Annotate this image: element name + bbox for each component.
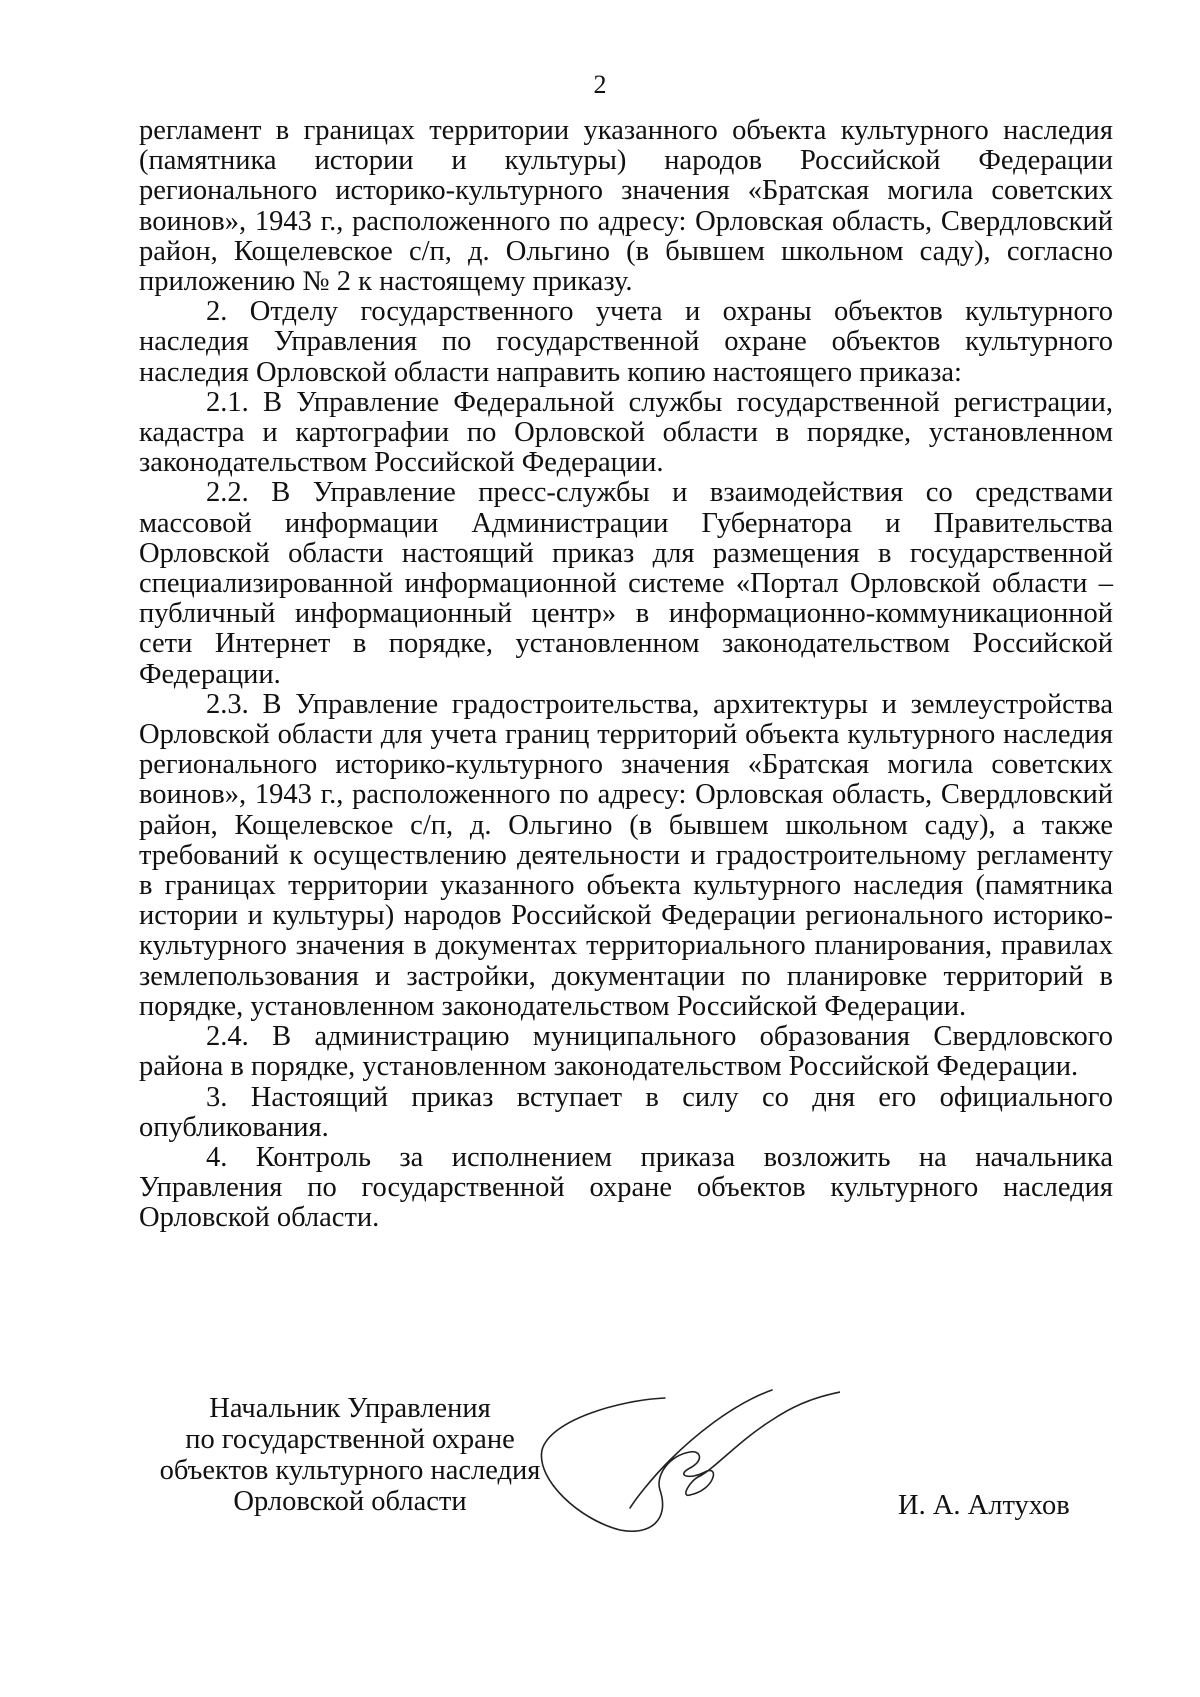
signatory-title-line: Начальник Управления [209,1393,491,1424]
paragraph-item-2-4: 2.4. В администрацию муниципального образования Свердловского района в порядке, установленном законодательством Российской Федерации. [139,1021,1113,1083]
signatory-title-line: объектов культурного наследия [159,1455,541,1486]
page-number: 2 [593,70,607,99]
signatory-title-line: по государственной охране [185,1424,515,1455]
paragraph-item-2-1: 2.1. В Управление Федеральной службы государственной регистрации, кадастра и картографии по Орловской области в порядке, установленном законодательством Российской Федерации. [139,386,1113,479]
signatory-title [140,1393,560,1517]
document-body [139,116,1113,1234]
paragraph-item-2-2: 2.2. В Управление пресс-службы и взаимодействия со средствами массовой информации Администрации Губернатора и Правительства Орловской области настоящий приказ для размещения в государственной специализированной информационной системе «Портал Орловской области – публичный информационный центр» в информационно-коммуникационной сети Интернет в порядке, установленном законодательством Российской Федерации. [139,477,1113,690]
paragraph-item-4: 4. Контроль за исполнением приказа возложить на начальника Управления по государственной охране объектов культурного наследия Орловской области. [139,1141,1113,1234]
paragraph-continuation: регламент в границах территории указанного объекта культурного наследия (памятника истории и культуры) народов Российской Федерации регионального историко-культурного значения «Братская могила советских воинов», 1943 г., расположенного по адресу: Орловская область, Свердловский район, Кощелевское с/п, д. Ольгино (в бывшем школьном саду), согласно приложению № 2 к настоящему приказу. [139,115,1113,298]
paragraph-item-2-3: 2.3. В Управление градостроительства, архитектуры и землеустройства Орловской области для учета границ территорий объекта культурного наследия регионального историко-культурного значения «Братская могила советских воинов», 1943 г., расположенного по адресу: Орловская область, Свердловский район, Кощелевское с/п, д. Ольгино (в бывшем школьном саду), а также требований к осуществлению деятельности и градостроительному регламенту в границах территории указанного объекта культурного наследия (памятника истории и культуры) народов Российской Федерации регионального историко-культурного значения в документах территориального планирования, правилах землепользования и застройки, документации по планировке территорий в порядке, установленном законодательством Российской Федерации. [139,688,1113,1022]
signatory-name: И. А. Алтухов [898,1490,1070,1521]
paragraph-item-2: 2. Отделу государственного учета и охраны объектов культурного наследия Управления по государственной охране объектов культурного наследия Орловской области направить копию настоящего приказа: [139,296,1113,388]
paragraph-item-3: 3. Настоящий приказ вступает в силу со дня его официального опубликования. [139,1081,1113,1143]
signatory-title-line: Орловской области [233,1486,467,1517]
handwritten-signature [540,1380,840,1540]
